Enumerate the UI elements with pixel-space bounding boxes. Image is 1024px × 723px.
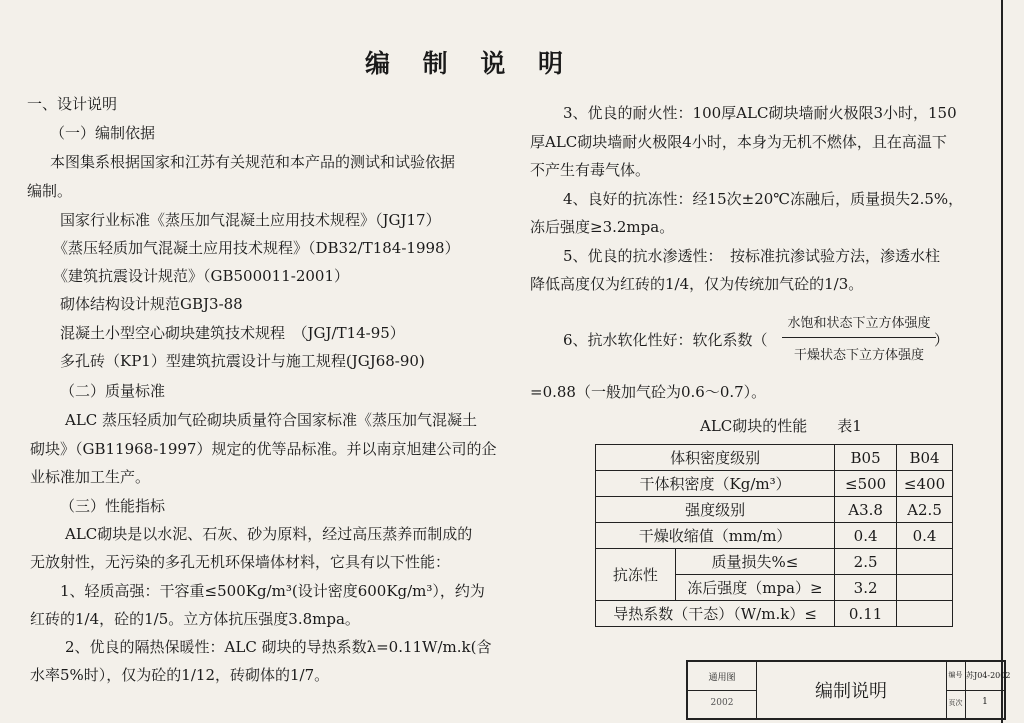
sheet-border — [1001, 0, 1003, 723]
table-cell: ≤500 — [835, 471, 897, 497]
table-cell: B05 — [835, 445, 897, 471]
softening-coefficient-fraction — [782, 312, 936, 363]
paragraph-line: 砌块》（GB11968-1997）规定的优等品标准。并以南京旭建公司的企 — [30, 440, 497, 458]
paragraph-line: 5、优良的抗水渗透性： 按标准抗渗试验方法，渗透水柱 — [563, 247, 941, 265]
table-cell: ≤400 — [897, 471, 953, 497]
table-row — [596, 601, 953, 627]
paragraph-line: 3、优良的耐火性：100厚ALC砌块墙耐火极限3小时，150 — [563, 104, 957, 122]
paragraph-line: =0.88（一般加气砼为0.6～0.7）。 — [530, 383, 767, 401]
paragraph-line: ALC 蒸压轻质加气砼砌块质量符合国家标准《蒸压加气混凝土 — [65, 411, 478, 429]
standard-item: 《建筑抗震设计规范》（GB500011-2001） — [53, 267, 350, 285]
table-caption: ALC砌块的性能 表1 — [700, 417, 862, 435]
section-heading: 一、设计说明 — [27, 95, 118, 113]
standard-item: 混凝土小型空心砌块建筑技术规程 （JGJ/T14-95） — [60, 324, 405, 342]
atlas-year: 2002 — [710, 698, 734, 708]
formula-label: 6、抗水软化性好：软化系数（ — [563, 331, 768, 349]
standard-item: 砌体结构设计规范GBJ3-88 — [60, 295, 243, 313]
table-cell: 0.4 — [897, 523, 953, 549]
paragraph-line: 厚ALC砌块墙耐火极限4小时，本身为无机不燃体，且在高温下 — [530, 133, 947, 151]
alc-performance-table — [595, 444, 953, 627]
standard-item: 国家行业标准《蒸压加气混凝土应用技术规程》（JGJ17） — [60, 211, 441, 229]
atlas-label: 通用图 — [708, 673, 736, 683]
table-cell: 导热系数（干态）（W/m.k）≤ — [596, 601, 835, 627]
subsection-heading: （三）性能指标 — [60, 497, 166, 515]
table-cell — [897, 575, 953, 601]
table-cell: 抗冻性 — [596, 549, 676, 601]
table-cell: 干体积密度（Kg/m³） — [596, 471, 835, 497]
paragraph-line: 水率5%时），仅为砼的1/12，砖砌体的1/7。 — [30, 666, 330, 684]
table-cell: B04 — [897, 445, 953, 471]
number-value: 苏J04-2002 — [966, 671, 1011, 680]
table-cell: A2.5 — [897, 497, 953, 523]
table-row — [596, 471, 953, 497]
table-cell: 干燥收缩值（mm/m） — [596, 523, 835, 549]
table-row — [596, 549, 953, 575]
page-title: 编 制 说 明 — [364, 49, 576, 78]
number-label: 编号 — [948, 671, 963, 679]
table-cell: 冻后强度（mpa）≥ — [675, 575, 835, 601]
formula-close: ） — [934, 331, 950, 349]
subsection-heading: （二）质量标准 — [60, 382, 166, 400]
paragraph-line: 不产生有毒气体。 — [530, 161, 651, 179]
table-cell: 强度级别 — [596, 497, 835, 523]
table-cell: 3.2 — [835, 575, 897, 601]
paragraph-line: 业标准加工生产。 — [30, 468, 151, 486]
paragraph-line: 无放射性，无污染的多孔无机环保墙体材料，它具有以下性能： — [30, 553, 451, 571]
page-number: 1 — [982, 697, 988, 707]
paragraph-line: 编制。 — [27, 182, 73, 200]
standard-item: 《蒸压轻质加气混凝土应用技术规程》（DB32/T184-1998） — [53, 239, 460, 257]
page-label: 页次 — [948, 699, 963, 707]
paragraph-line: 冻后强度≥3.2mpa。 — [530, 218, 675, 236]
table-cell — [897, 601, 953, 627]
paragraph-line: 4、良好的抗冻性：经15次±20℃冻融后，质量损失2.5%， — [563, 190, 964, 208]
paragraph-line: 降低高度仅为红砖的1/4，仅为传统加气砼的1/3。 — [530, 275, 864, 293]
standard-item: 多孔砖（KP1）型建筑抗震设计与施工规程(JGJ68-90) — [60, 352, 425, 370]
paragraph-line: 本图集系根据国家和江苏有关规范和本产品的测试和试验依据 — [50, 153, 456, 171]
table-row — [596, 497, 953, 523]
fraction-numerator: 水饱和状态下立方体强度 — [782, 312, 936, 338]
table-cell: 2.5 — [835, 549, 897, 575]
table-cell: 0.4 — [835, 523, 897, 549]
table-header-row — [596, 445, 953, 471]
fraction-denominator: 干燥状态下立方体强度 — [793, 348, 924, 363]
title-block — [686, 660, 1011, 720]
table-cell: 体积密度级别 — [596, 445, 835, 471]
table-row — [596, 523, 953, 549]
paragraph-line: 2、优良的隔热保暖性：ALC 砌块的导热系数λ=0.11W/m.k(含 — [65, 638, 492, 656]
paragraph-line: ALC砌块是以水泥、石灰、砂为原料，经过高压蒸养而制成的 — [65, 525, 473, 543]
title-block-title: 编制说明 — [756, 662, 947, 718]
subsection-heading: （一）编制依据 — [50, 124, 156, 142]
table-cell: 质量损失%≤ — [675, 549, 835, 575]
paragraph-line: 红砖的1/4，砼的1/5。立方体抗压强度3.8mpa。 — [30, 610, 360, 628]
table-cell — [897, 549, 953, 575]
table-cell: A3.8 — [835, 497, 897, 523]
table-cell: 0.11 — [835, 601, 897, 627]
paragraph-line: 1、轻质高强：干容重≤500Kg/m³(设计密度600Kg/m³），约为 — [60, 582, 485, 600]
